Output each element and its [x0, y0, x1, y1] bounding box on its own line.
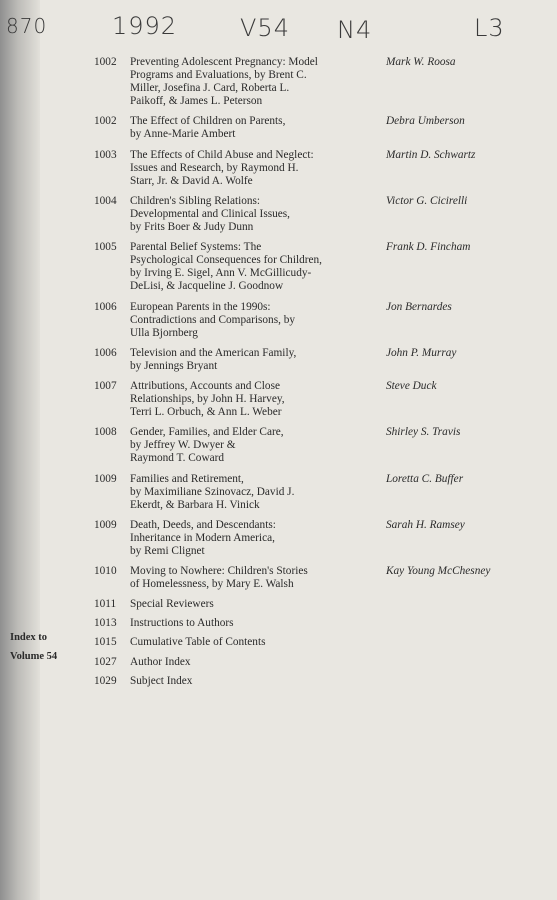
review-entry — [0, 347, 557, 373]
section-title: Special Reviewers — [130, 598, 214, 611]
section-title: Author Index — [130, 655, 191, 668]
page-number: 1007 — [94, 379, 117, 392]
section-entry — [0, 675, 557, 688]
page-number: 1005 — [94, 241, 117, 254]
reviewer-name: Debra Umberson — [386, 115, 465, 128]
page-number: 1009 — [94, 472, 117, 485]
review-entry — [0, 426, 557, 465]
section-entry — [0, 617, 557, 630]
reviewer-name: Martin D. Schwartz — [386, 148, 476, 161]
book-title: Children's Sibling Relations: Developmental and Clinical Issues, by Frits Boer & Judy Dunn — [130, 194, 290, 234]
book-title: Gender, Families, and Elder Care, by Jeffrey W. Dwyer & Raymond T. Coward — [130, 426, 284, 465]
page-number: 1029 — [94, 674, 117, 687]
book-title: Television and the American Family, by Jennings Bryant — [130, 346, 297, 372]
handwritten-note: 1992 — [112, 12, 178, 40]
handwritten-note: V54 — [240, 14, 290, 42]
index-label-line1: Index to — [10, 632, 48, 643]
page-number: 1027 — [94, 655, 117, 668]
review-entry — [0, 241, 557, 293]
reviewer-name: Frank D. Fincham — [386, 241, 471, 254]
page-number: 1013 — [94, 617, 117, 630]
page-number: 1015 — [94, 636, 117, 649]
handwritten-annotation — [0, 8, 557, 48]
section-entry — [0, 636, 557, 649]
review-entry — [0, 195, 557, 234]
page-number: 1009 — [94, 518, 117, 531]
reviewer-name: Loretta C. Buffer — [386, 472, 464, 485]
page-number: 1011 — [94, 598, 117, 611]
page-number: 1002 — [94, 115, 117, 128]
reviewer-name: Mark W. Roosa — [386, 56, 456, 68]
handwritten-note: L3 — [474, 14, 505, 42]
reviewer-name: Steve Duck — [386, 379, 437, 392]
review-entry — [0, 56, 557, 108]
book-title: Death, Deeds, and Descendants: Inheritance in Modern America, by Remi Clignet — [130, 518, 276, 557]
page-number: 1006 — [94, 300, 117, 313]
book-title: Attributions, Accounts and Close Relationships, by John H. Harvey, Terri L. Orbuch, & Ann L. Weber — [130, 379, 285, 419]
page-number: 1010 — [94, 565, 117, 578]
reviewer-name: Kay Young McChesney — [386, 565, 491, 578]
section-title: Cumulative Table of Contents — [130, 636, 266, 649]
book-title: Moving to Nowhere: Children's Stories of Homelessness, by Mary E. Walsh — [130, 565, 308, 591]
reviewer-name: John P. Murray — [386, 346, 457, 359]
book-title: The Effects of Child Abuse and Neglect: Issues and Research, by Raymond H. Starr, Jr. & David A. Wolfe — [130, 148, 314, 187]
book-title: Parental Belief Systems: The Psychological Consequences for Children, by Irving E. Sigel, Ann V. McGillicudy- DeLisi, & Jacqueline J. Goodnow — [130, 241, 323, 293]
reviewer-name: Jon Bernardes — [386, 300, 452, 313]
review-entry — [0, 115, 557, 141]
reviewer-name: Shirley S. Travis — [386, 426, 461, 439]
table-of-contents — [0, 56, 557, 694]
book-title: Preventing Adolescent Pregnancy: Model Programs and Evaluations, by Brent C. Miller, Josefina J. Card, Roberta L. Paikoff, & James L. Peterson — [130, 56, 318, 108]
page-number: 1006 — [94, 346, 117, 359]
review-entry — [0, 565, 557, 591]
page-number: 1008 — [94, 426, 117, 439]
section-title: Subject Index — [130, 674, 193, 687]
index-label-line2: Volume 54 — [10, 651, 58, 662]
section-entry — [0, 598, 557, 611]
review-entry — [0, 519, 557, 558]
page-number: 1003 — [94, 148, 117, 161]
review-entry — [0, 380, 557, 419]
page-number: 1004 — [94, 194, 117, 207]
review-entry — [0, 473, 557, 512]
review-entry — [0, 301, 557, 340]
review-entry — [0, 149, 557, 188]
handwritten-note: N4 — [337, 16, 373, 44]
section-title: Instructions to Authors — [130, 617, 234, 630]
reviewer-name: Victor G. Cicirelli — [386, 194, 468, 207]
page-number: 1002 — [94, 56, 117, 68]
book-title: Families and Retirement, by Maximiliane Szinovacz, David J. Ekerdt, & Barbara H. Vinick — [130, 472, 295, 511]
book-title: The Effect of Children on Parents, by Anne-Marie Ambert — [130, 115, 286, 141]
book-title: European Parents in the 1990s: Contradictions and Comparisons, by Ulla Bjornberg — [130, 300, 296, 339]
reviewer-name: Sarah H. Ramsey — [386, 518, 465, 531]
handwritten-note: 870 — [6, 14, 48, 38]
section-entry — [0, 656, 557, 669]
